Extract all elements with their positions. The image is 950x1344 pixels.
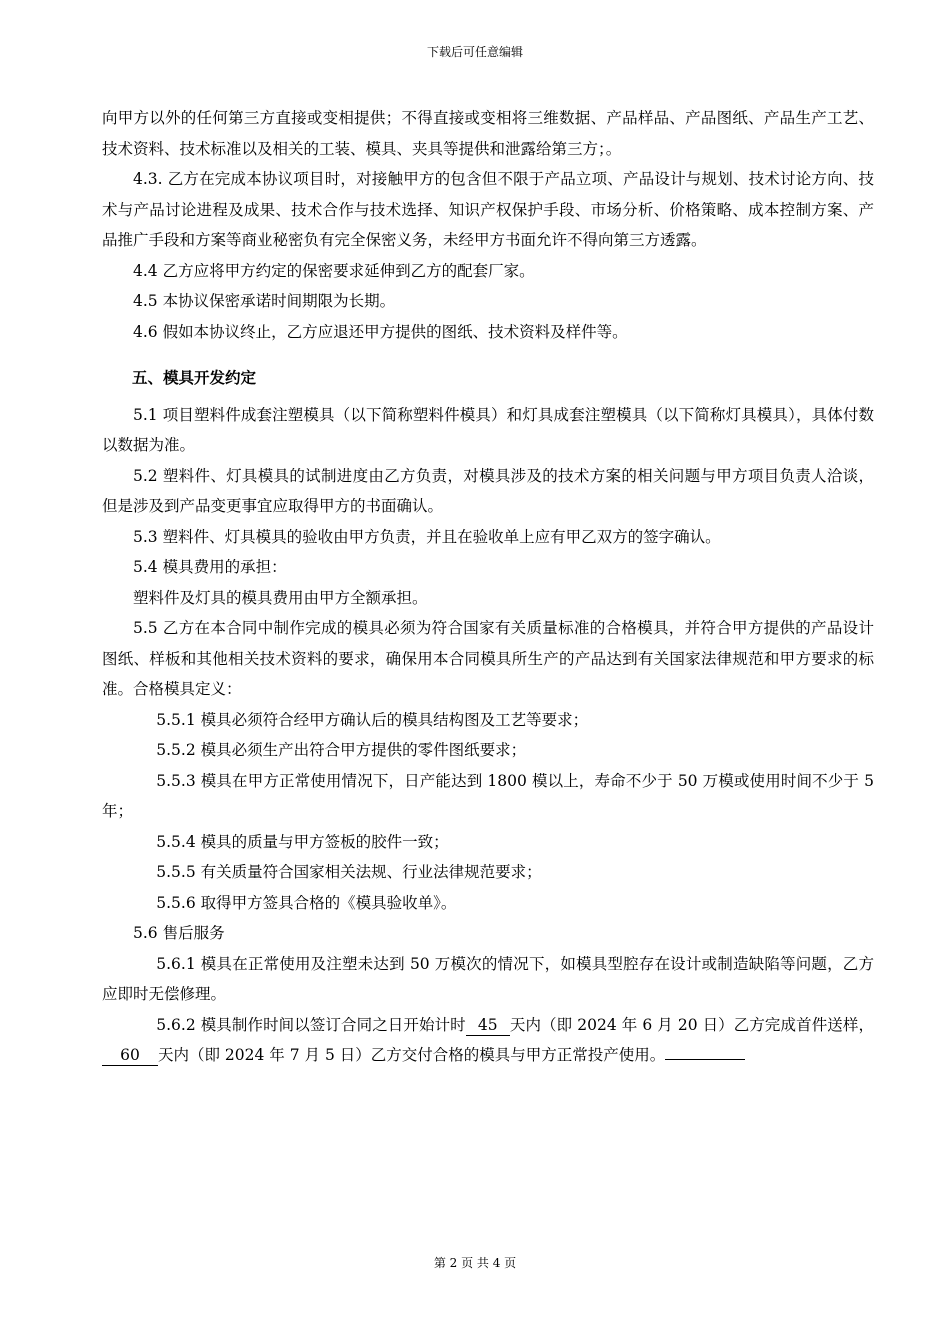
section-heading-5: 五、模具开发约定 xyxy=(132,369,257,387)
clause-5-5-2: 5.5.2 模具必须生产出符合甲方提供的零件图纸要求； xyxy=(156,741,527,759)
clause-5-6: 5.6 售后服务 xyxy=(133,924,225,942)
clause-5-6-1: 5.6.1 模具在正常使用及注塑未达到 50 万模次的情况下，如模具型腔存在设计或制造缺陷等问题，乙方应即时无偿修理。 xyxy=(102,954,874,1003)
clause-5-1: 5.1 项目塑料件成套注塑模具（以下简称塑料件模具）和灯具成套注塑模具（以下简称灯具模具），具体付数以数据为准。 xyxy=(102,405,874,454)
days-blank-2: 60 xyxy=(102,1045,158,1066)
clause-4-4: 4.4 乙方应将甲方约定的保密要求延伸到乙方的配套厂家。 xyxy=(133,261,535,280)
clause-5-6-2 xyxy=(102,1010,874,1071)
clause-5-3: 5.3 塑料件、灯具模具的验收由甲方负责，并且在验收单上应有甲乙双方的签字确认。 xyxy=(133,527,721,546)
clause-4-3: 4.3. 乙方在完成本协议项目时，对接触甲方的包含但不限于产品立项、产品设计与规划、技术讨论方向、技术与产品讨论进程及成果、技术合作与技术选择、知识产权保护手段、市场分析、价格策略、成本控制方案、产品推广手段和方案等商业秘密负有完全保密义务，未经甲方书面允许不得向第三方透露。 xyxy=(102,170,874,249)
document-body xyxy=(102,103,874,1071)
clause-5-5-1: 5.5.1 模具必须符合经甲方确认后的模具结构图及工艺等要求； xyxy=(156,710,589,729)
clause-5-5-5: 5.5.5 有关质量符合国家相关法规、行业法律规范要求； xyxy=(156,863,542,881)
clause-5-5-3: 5.5.3 模具在甲方正常使用情况下，日产能达到 1800 模以上，寿命不少于 50 万模或使用时间不少于 5 年； xyxy=(102,771,874,820)
days-blank-1: 45 xyxy=(466,1015,510,1036)
page-footer: 第 2 页 共 4 页 xyxy=(433,1256,517,1270)
clause-5-5: 5.5 乙方在本合同中制作完成的模具必须为符合国家有关质量标准的合格模具，并符合甲方提供的产品设计图纸、样板和其他相关技术资料的要求，确保用本合同模具所生产的产品达到有关国家法律规范和甲方要求的标准。合格模具定义： xyxy=(102,619,874,698)
clause-5-4: 5.4 模具费用的承担： xyxy=(133,558,287,576)
clause-4-6: 4.6 假如本协议终止，乙方应退还甲方提供的图纸、技术资料及样件等。 xyxy=(133,322,628,341)
clause-5-6-2-part-a: 5.6.2 模具制作时间以签订合同之日开始计时 xyxy=(156,1015,466,1034)
clause-4-5: 4.5 本协议保密承诺时间期限为长期。 xyxy=(133,292,396,310)
page-header: 下载后可任意编辑 xyxy=(426,45,523,59)
trailing-blank xyxy=(665,1059,745,1060)
clause-5-4-text: 塑料件及灯具的模具费用由甲方全额承担。 xyxy=(133,588,428,607)
clause-5-5-6: 5.5.6 取得甲方签具合格的《模具验收单》。 xyxy=(156,893,457,912)
clause-5-6-2-part-c: 天内（即 2024 年 7 月 5 日）乙方交付合格的模具与甲方正常投产使用。 xyxy=(158,1046,666,1064)
clause-5-6-2-part-b: 天内（即 2024 年 6 月 20 日）乙方完成首件送样， xyxy=(509,1015,874,1034)
clause-5-5-4: 5.5.4 模具的质量与甲方签板的胶件一致； xyxy=(156,832,449,851)
clause-5-2: 5.2 塑料件、灯具模具的试制进度由乙方负责，对模具涉及的技术方案的相关问题与甲方项目负责人洽谈，但是涉及到产品变更事宜应取得甲方的书面确认。 xyxy=(102,466,874,515)
paragraph-continuation: 向甲方以外的任何第三方直接或变相提供；不得直接或变相将三维数据、产品样品、产品图纸、产品生产工艺、技术资料、技术标准以及相关的工装、模具、夹具等提供和泄露给第三方；。 xyxy=(102,109,874,158)
